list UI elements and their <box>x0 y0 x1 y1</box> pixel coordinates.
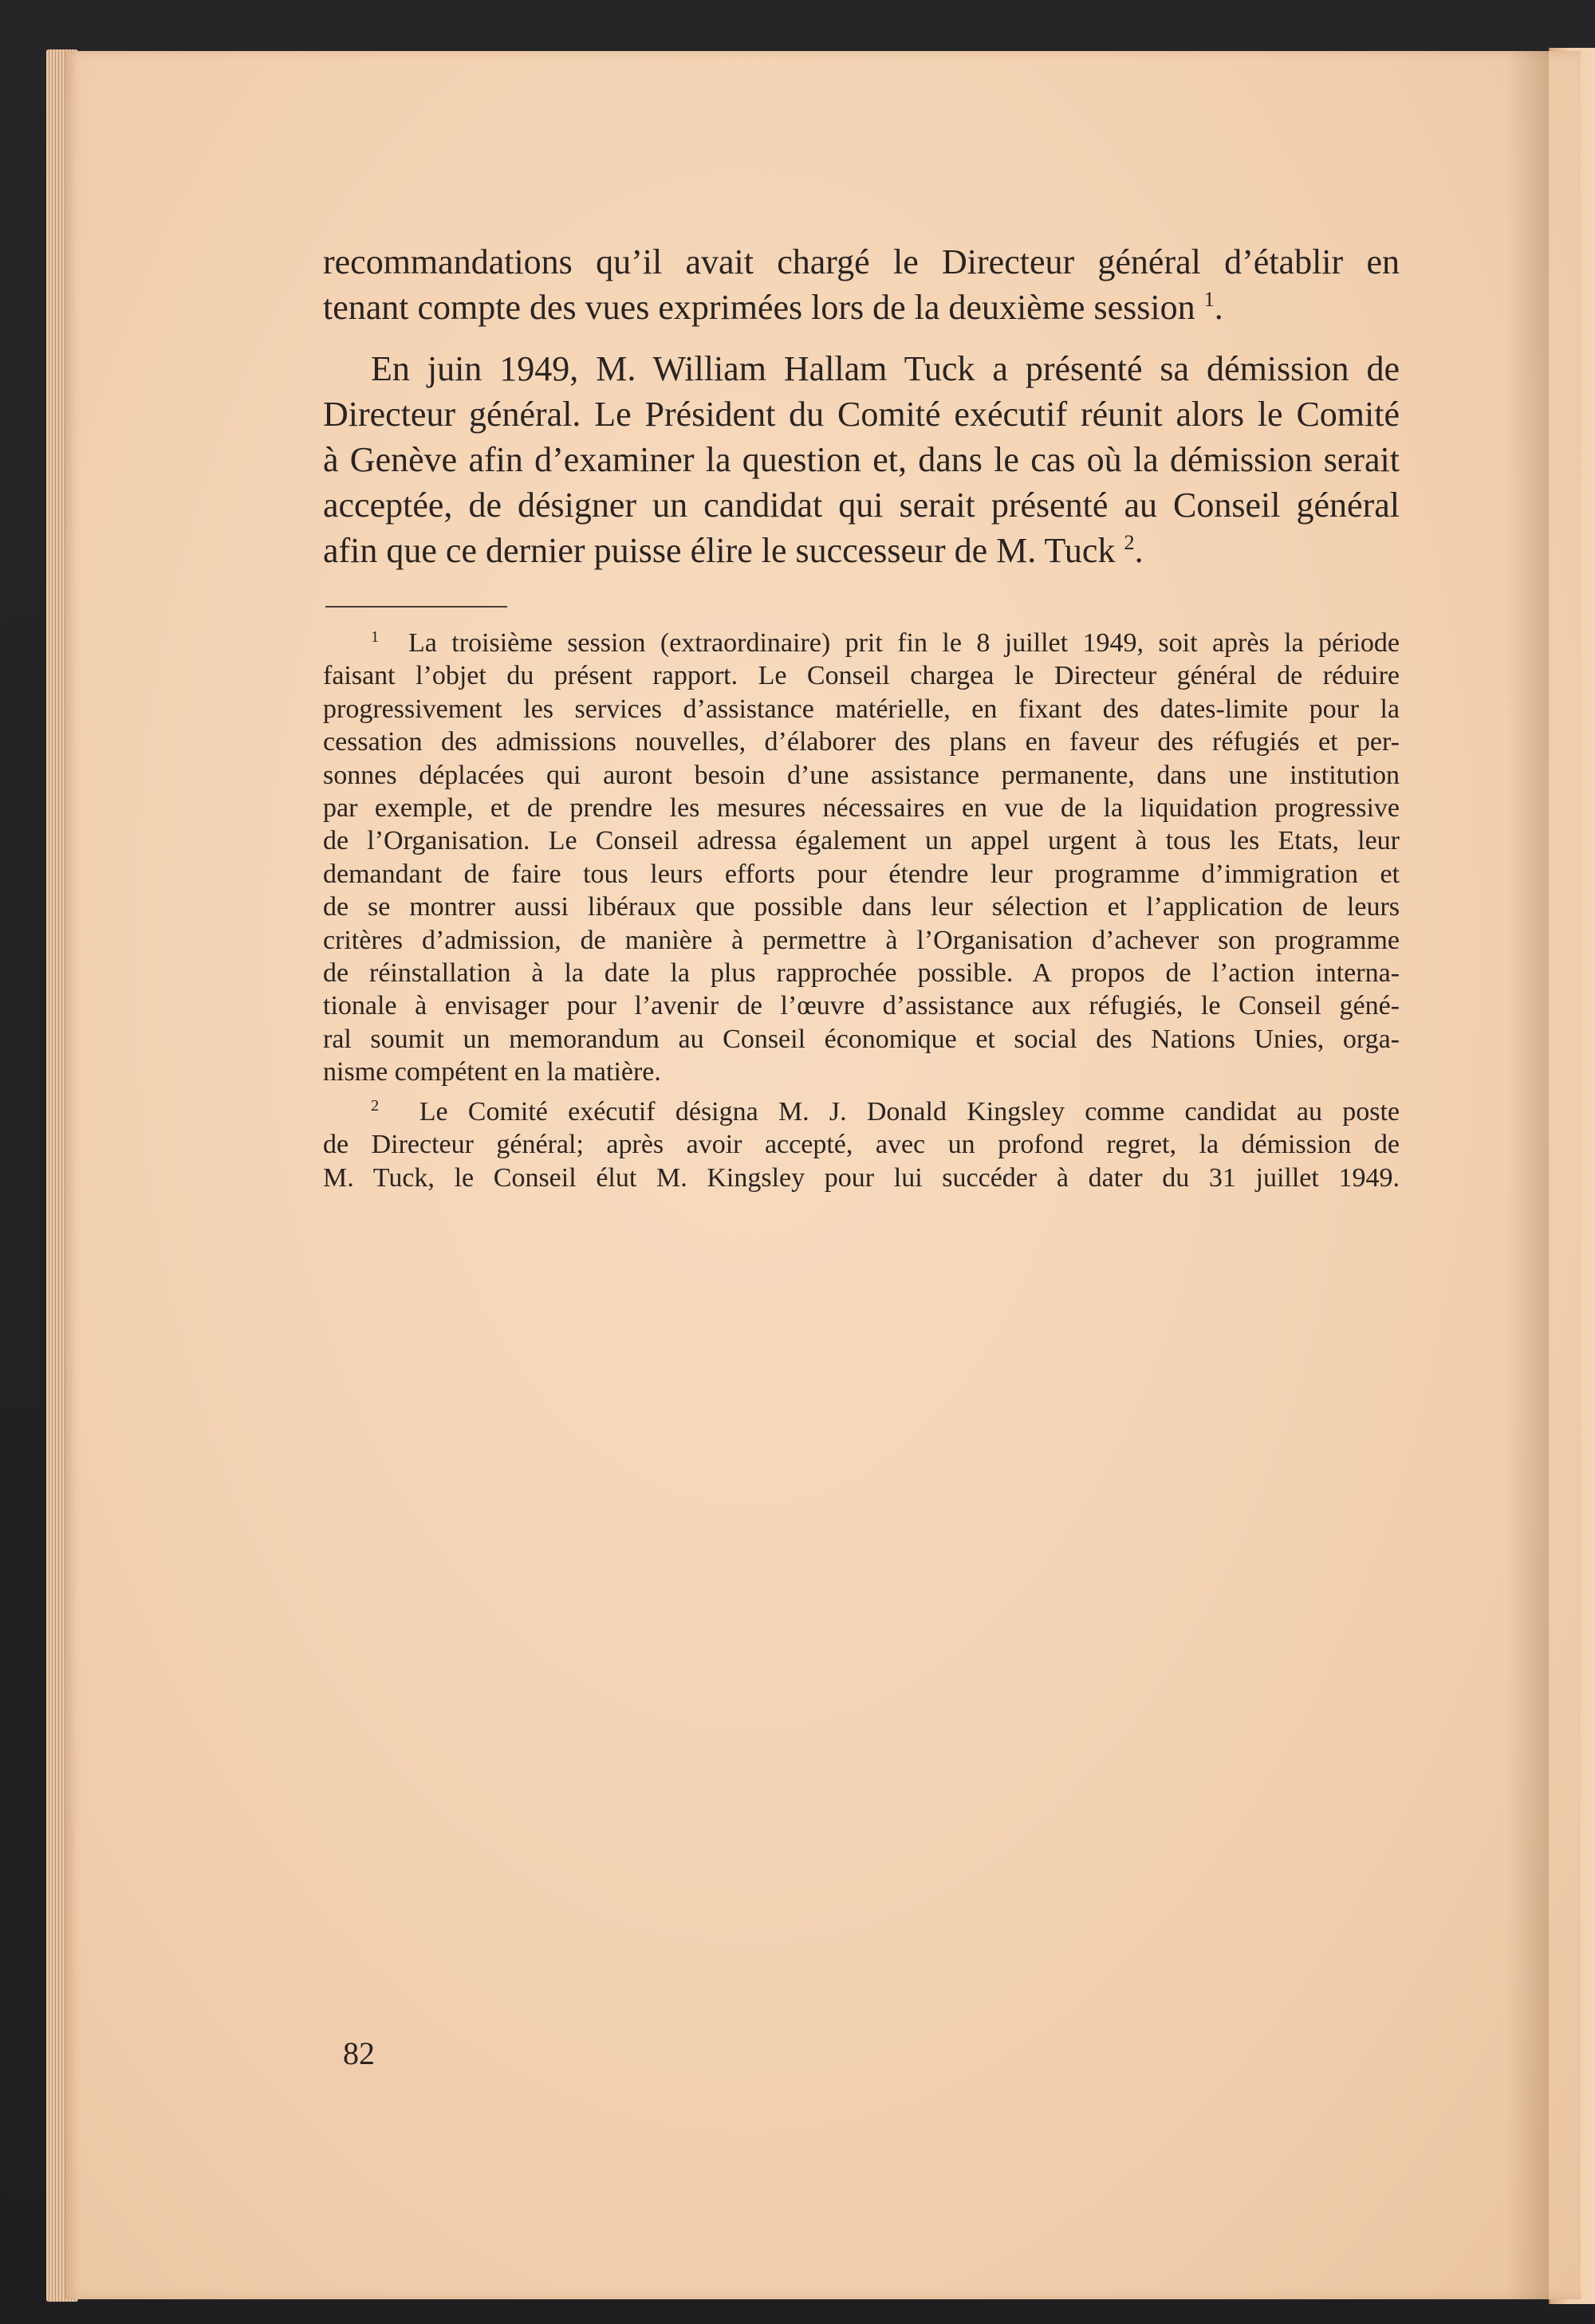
footnote-line: par exemple, et de prendre les mesures nécessaires en vue de la liquidation progressive <box>323 793 1400 824</box>
paragraph-line: acceptée, de désigner un candidat qui serait présenté au Conseil général <box>323 486 1400 525</box>
footnote-line: $^2$ Le Comité exécutif désigna M. J. Donald Kingsley comme candidat au poste <box>371 1096 1400 1127</box>
footnote-marker: 1 <box>371 627 380 646</box>
footnote-line: nisme compétent en la matière. <box>323 1057 661 1087</box>
footnote-reference: 1 <box>1203 287 1215 312</box>
footnote-line: cessation des admissions nouvelles, d’élaborer des plans en faveur des réfugiés et per- <box>323 727 1400 757</box>
footnote-line: M. Tuck, le Conseil élut M. Kingsley pour lui succéder à dater du 31 juillet 1949. <box>323 1162 1400 1193</box>
footnote-line: de réinstallation à la date la plus rapprochée possible. A propos de l’action interna- <box>323 958 1400 989</box>
footnote-line: demandant de faire tous leurs efforts pour étendre leur programme d’immigration et <box>323 859 1400 889</box>
footnote-reference: 2 <box>1124 530 1135 555</box>
paragraph-line: recommandations qu’il avait chargé le Directeur général d’établir en <box>323 242 1400 281</box>
footnote-line: de Directeur général; après avoir accepté, avec un profond regret, la démission de <box>323 1130 1400 1160</box>
footnote-line: sonnes déplacées qui auront besoin d’une assistance permanente, dans une institution <box>323 760 1400 790</box>
paragraph-2 <box>323 346 1400 573</box>
paragraph-line: En juin 1949, M. William Hallam Tuck a présenté sa démission de <box>371 349 1400 388</box>
gutter-shadow <box>1507 51 1549 2299</box>
footnote-marker: 2 <box>371 1096 380 1115</box>
paragraph-line: Directeur général. Le Président du Comité exécutif réunit alors le Comité <box>323 395 1400 434</box>
footnote-line: faisant l’objet du présent rapport. Le Conseil chargea le Directeur général de réduire <box>323 661 1400 691</box>
footnote-line: de se montrer aussi libéraux que possible dans leur sélection et l’application de leurs <box>323 892 1400 922</box>
page-number: 82 <box>343 2035 375 2071</box>
footnote-line: ral soumit un memorandum au Conseil économique et social des Nations Unies, orga- <box>323 1024 1400 1054</box>
paragraph-line: tenant compte des vues exprimées lors de la deuxième session $^1$. <box>323 287 1223 327</box>
footnote-line: de l’Organisation. Le Conseil adressa également un appel urgent à tous les Etats, leur <box>323 826 1400 856</box>
footnote-1 <box>323 627 1400 1089</box>
footnote-line: progressivement les services d’assistance matérielle, en fixant des dates-limite pour la <box>323 694 1400 724</box>
paragraph-line: à Genève afin d’examiner la question et, dans le cas où la démission serait <box>323 440 1400 479</box>
footnote-line: $^1$ La troisième session (extraordinaire) prit fin le 8 juillet 1949, soit après la période <box>371 627 1400 658</box>
footnote-2 <box>323 1095 1400 1194</box>
paragraph-line: afin que ce dernier puisse élire le successeur de M. Tuck $^2$. <box>323 530 1144 570</box>
paragraph-1 <box>323 239 1400 330</box>
footnote-line: critères d’admission, de manière à permettre à l’Organisation d’achever son programme <box>323 925 1400 955</box>
footnote-separator <box>325 606 507 608</box>
footnote-line: tionale à envisager pour l’avenir de l’œuvre d’assistance aux réfugiés, le Conseil géné- <box>323 991 1400 1021</box>
